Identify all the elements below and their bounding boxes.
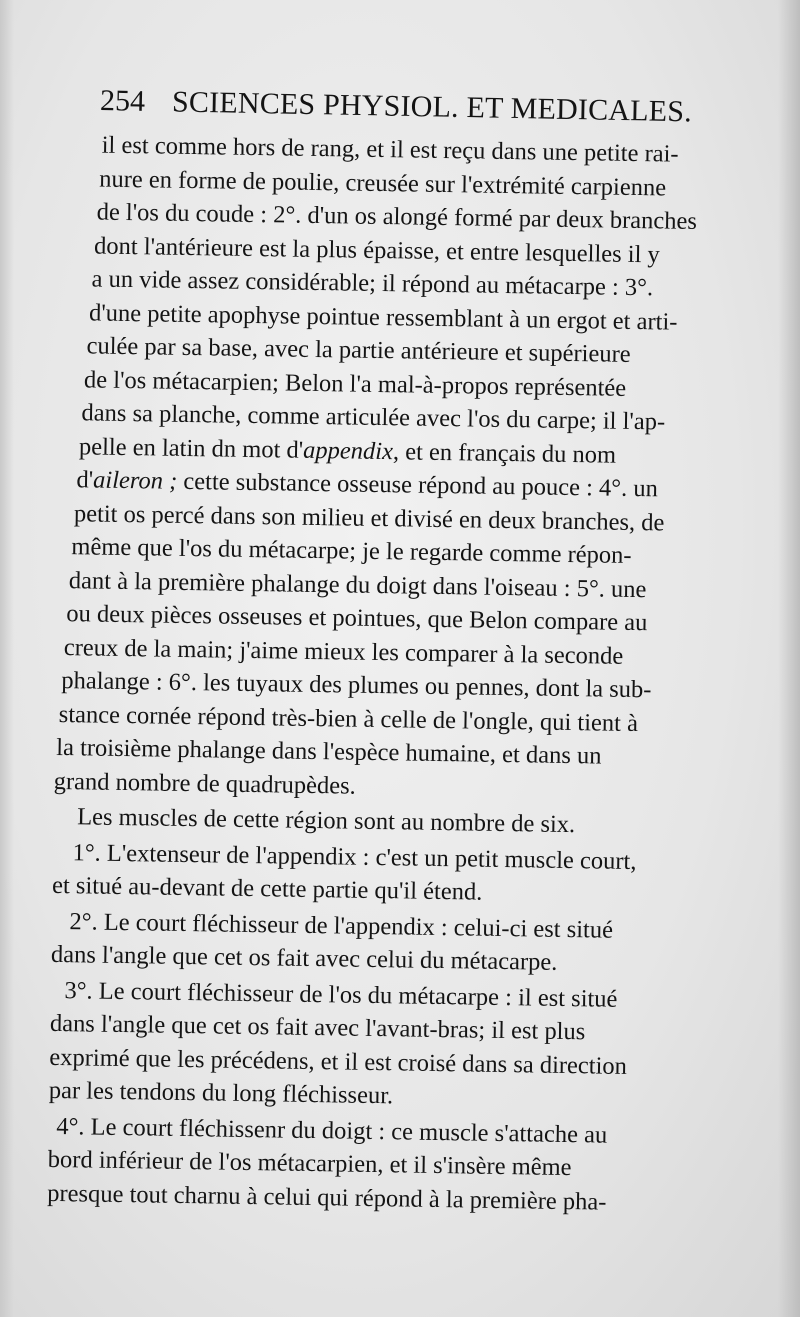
text-line: culée par sa base, avec la partie antérieure et supérieure	[86, 332, 631, 368]
text-line: bord inférieur de l'os métacarpien, et il s'insère même	[47, 1145, 572, 1182]
text-run: , et en français du nom	[392, 437, 617, 469]
italic-term-aileron: aileron ;	[92, 466, 178, 495]
body-text	[47, 128, 754, 1221]
text-line: dans l'angle que cet os fait avec l'avant-bras; il est plus	[49, 1009, 586, 1046]
text-line: et situé au-devant de cette partie qu'il étend.	[51, 871, 483, 906]
text-line: dans l'angle que cet os fait avec celui du métacarpe.	[50, 940, 558, 976]
text-line: presque tout charnu à celui qui répond à la première pha-	[47, 1179, 607, 1216]
paragraph-first-line: 2°. Le court fléchisseur de l'appendix : celui-ci est situé	[69, 907, 614, 944]
text-line: dans sa planche, comme articulée avec l'os du carpe; il l'ap-	[81, 399, 666, 436]
text-line: de l'os métacarpien; Belon l'a mal-à-propos représentée	[83, 365, 627, 402]
italic-term-appendix: appendix	[302, 436, 394, 465]
text-line: ou deux pièces osseuses et pointues, que Belon compare au	[66, 600, 648, 637]
text-line: dant à la première phalange du doigt dans l'oiseau : 5°. une	[68, 566, 647, 603]
page-number: 254	[99, 84, 146, 118]
running-head: SCIENCES PHYSIOL. ET MEDICALES.	[171, 85, 693, 129]
text-line: dont l'antérieure est la plus épaisse, et entre lesquelles il y	[93, 231, 661, 268]
text-run: pelle en latin dn mot d'	[78, 432, 304, 464]
paragraph-first-line: 3°. Le court fléchisseur de l'os du métacarpe : il est situé	[64, 976, 618, 1013]
text-line: de l'os du coude : 2°. d'un os alongé formé par deux branches	[96, 198, 698, 235]
text-line: petit os percé dans son milieu et divisé en deux branches, de	[73, 499, 665, 536]
text-line: exprimé que les précédens, et il est croisé dans sa direction	[49, 1043, 628, 1080]
text-line: a un vide assez considérable; il répond au métacarpe : 3°.	[91, 265, 654, 302]
text-line: grand nombre de quadrupèdes.	[53, 767, 356, 800]
text-line: la troisième phalange dans l'espèce humaine, et dans un	[56, 733, 602, 770]
paragraph-first-line: Les muscles de cette région sont au nombre de six.	[76, 803, 576, 839]
text-line: stance cornée répond très-bien à celle de l'ongle, qui tient à	[58, 700, 639, 737]
text-line: par les tendons du long fléchisseur.	[48, 1076, 394, 1110]
page-shadow-left	[0, 0, 14, 1317]
text-line: nure en forme de poulie, creusée sur l'extrémité carpienne	[98, 165, 667, 201]
text-line: phalange : 6°. les tuyaux des plumes ou pennes, dont la sub-	[61, 667, 652, 704]
paragraph-first-line: 1°. L'extenseur de l'appendix : c'est un petit muscle court,	[72, 838, 637, 875]
text-line: même que l'os du métacarpe; je le regarde comme répon-	[71, 533, 632, 569]
text-line: il est comme hors de rang, et il est reçu dans une petite rai-	[101, 131, 679, 168]
paragraph-first-line: 4°. Le court fléchissenr du doigt : ce muscle s'attache au	[56, 1112, 608, 1149]
text-run: cette substance osseuse répond au pouce : 4°. un	[177, 467, 659, 503]
page-shadow-right	[778, 0, 800, 1317]
text-run: d'	[76, 466, 94, 494]
text-line: creux de la main; j'aime mieux les comparer à la seconde	[63, 633, 624, 670]
text-line: d'une petite apophyse pointue ressemblant à un ergot et arti-	[88, 298, 678, 336]
